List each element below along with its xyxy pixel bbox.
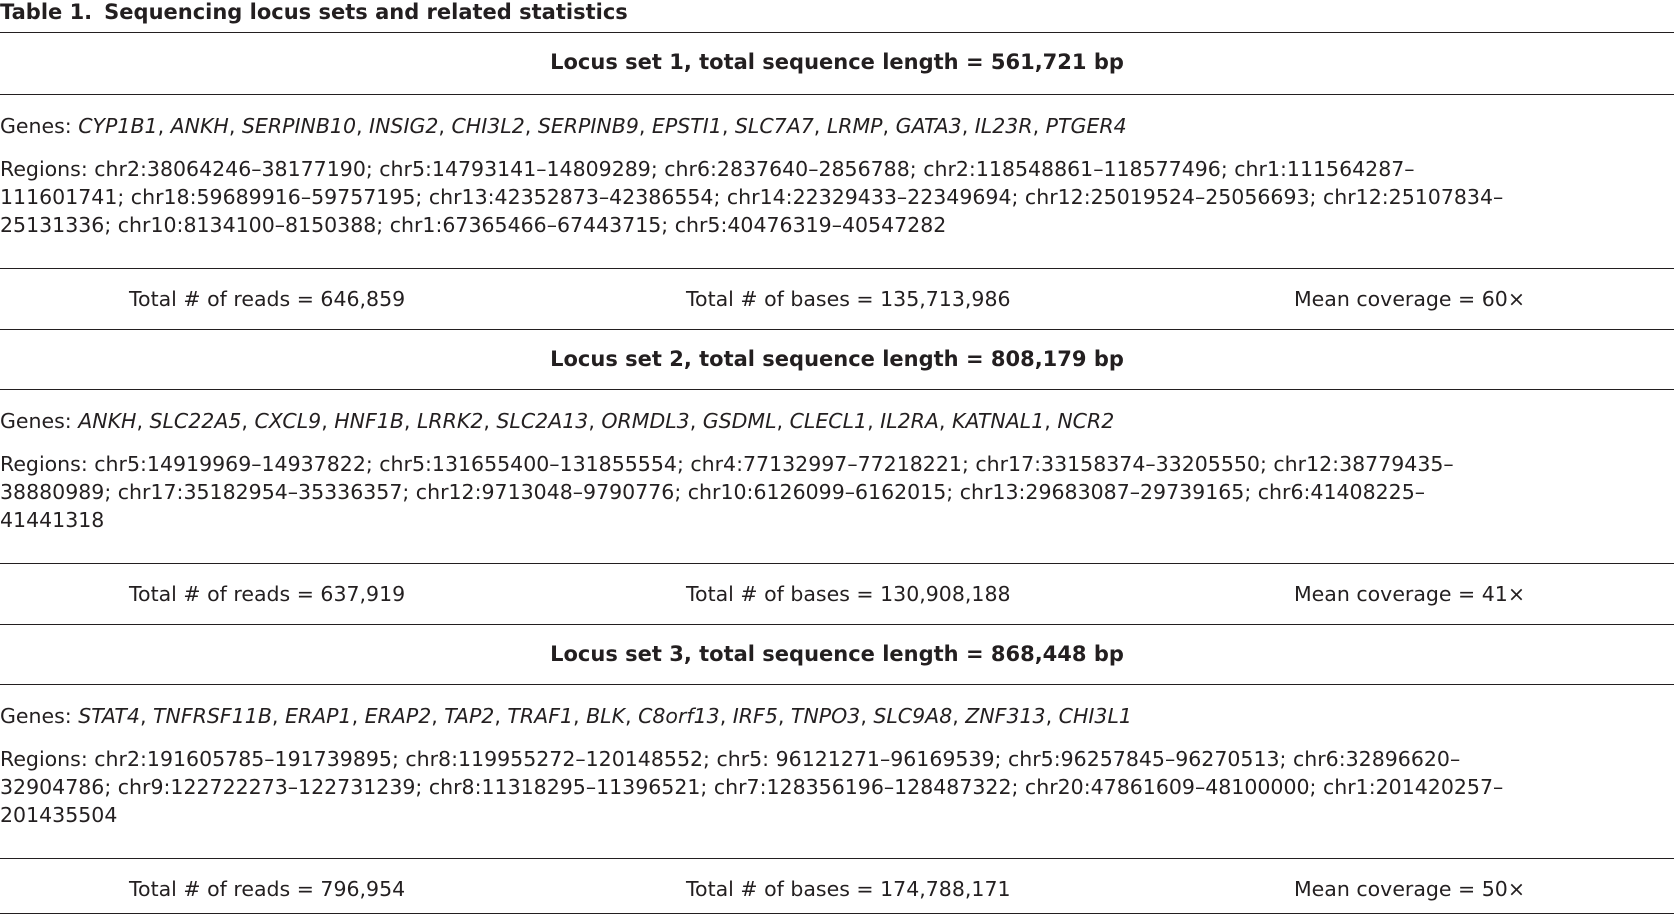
locus-set-2-regions [0,450,1660,534]
regions-line: 201435504 [0,803,118,827]
locus-set-1-genes: Genes: CYP1B1, ANKH, SERPINB10, INSIG2, CHI3L2, SERPINB9, EPSTI1, SLC7A7, LRMP, GATA3, IL23R, PTGER4 [0,114,1127,138]
gene-name: SLC9A8 [873,704,953,728]
genes-label: Genes: [0,114,79,138]
table-title: Sequencing locus sets and related statistics [104,0,628,24]
gene-name: LRMP [826,114,883,138]
locus-set-2-genes: Genes: ANKH, SLC22A5, CXCL9, HNF1B, LRRK2, SLC2A13, ORMDL3, GSDML, CLECL1, IL2RA, KATNAL1, NCR2 [0,409,1115,433]
top-rule [0,32,1674,33]
regions-line: 111601741; chr18:59689916–59757195; chr13:42352873–42386554; chr14:22329433–22349694; chr12:25019524–25056693; chr12:25107834– [0,185,1504,209]
gene-name: ERAP1 [284,704,352,728]
gene-name: STAT4 [78,704,140,728]
bottom-rule [0,913,1674,914]
regions-line: Regions: chr2:38064246–38177190; chr5:14793141–14809289; chr6:2837640–2856788; chr2:118548861–118577496; chr1:111564287– [0,157,1415,181]
rule [0,624,1674,625]
gene-name: IL2RA [880,409,939,433]
total-bases: Total # of bases = 135,713,986 [686,287,1011,311]
mean-coverage: Mean coverage = 60× [1294,287,1526,311]
gene-name: KATNAL1 [951,409,1045,433]
gene-name: PTGER4 [1045,114,1127,138]
gene-name: TNFRSF11B [153,704,272,728]
gene-name: SERPINB10 [241,114,356,138]
gene-name: EPSTI1 [651,114,722,138]
locus-set-3-regions [0,745,1660,829]
gene-name: HNF1B [334,409,404,433]
regions-line: Regions: chr5:14919969–14937822; chr5:131655400–131855554; chr4:77132997–77218221; chr17:33158374–33205550; chr12:38779435– [0,452,1454,476]
gene-name: INSIG2 [369,114,439,138]
gene-name: ANKH [170,114,229,138]
regions-line: 32904786; chr9:122722273–122731239; chr8:11318295–11396521; chr7:128356196–128487322; chr20:47861609–48100000; chr1:201420257– [0,775,1504,799]
gene-name: ZNF313 [965,704,1046,728]
gene-name: TRAF1 [507,704,574,728]
gene-name: ANKH [78,409,137,433]
gene-name: IRF5 [732,704,778,728]
rule [0,563,1674,564]
rule [0,389,1674,390]
gene-name: SERPINB9 [537,114,639,138]
gene-name: ORMDL3 [601,409,690,433]
rule [0,858,1674,859]
rule [0,94,1674,95]
locus-set-2-title: Locus set 2, total sequence length = 808,179 bp [550,347,1124,371]
gene-name: NCR2 [1057,409,1115,433]
regions-line: 25131336; chr10:8134100–8150388; chr1:67365466–67443715; chr5:40476319–40547282 [0,213,947,237]
mean-coverage: Mean coverage = 50× [1294,877,1526,901]
regions-line: 41441318 [0,508,105,532]
rule [0,268,1674,269]
gene-name: SLC2A13 [496,409,589,433]
locus-set-2-stats [0,580,1674,608]
gene-name: BLK [586,704,626,728]
gene-name: IL23R [974,114,1033,138]
gene-name: TNPO3 [790,704,861,728]
gene-name: SLC22A5 [149,409,242,433]
table-caption [0,0,628,28]
locus-set-1-regions [0,155,1660,239]
gene-name: GATA3 [895,114,962,138]
regions-line: Regions: chr2:191605785–191739895; chr8:119955272–120148552; chr5: 96121271–96169539; chr5:96257845–96270513; chr6:32896620– [0,747,1461,771]
gene-name: ERAP2 [364,704,432,728]
total-bases: Total # of bases = 130,908,188 [686,582,1011,606]
locus-set-3-title: Locus set 3, total sequence length = 868,448 bp [550,642,1124,666]
gene-name: C8orf13 [638,704,720,728]
gene-name: CLECL1 [789,409,868,433]
locus-set-1-stats [0,285,1674,313]
gene-name: CXCL9 [254,409,322,433]
gene-name: TAP2 [444,704,495,728]
genes-label: Genes: [0,409,79,433]
rule [0,329,1674,330]
mean-coverage: Mean coverage = 41× [1294,582,1526,606]
total-reads: Total # of reads = 646,859 [129,287,406,311]
locus-set-3-stats [0,875,1674,903]
locus-set-1-title: Locus set 1, total sequence length = 561,721 bp [550,50,1124,74]
locus-set-3-genes: Genes: STAT4, TNFRSF11B, ERAP1, ERAP2, TAP2, TRAF1, BLK, C8orf13, IRF5, TNPO3, SLC9A8, ZNF313, CHI3L1 [0,704,1132,728]
gene-name: LRRK2 [416,409,484,433]
gene-name: CYP1B1 [78,114,158,138]
gene-name: SLC7A7 [734,114,814,138]
genes-label: Genes: [0,704,79,728]
gene-name: CHI3L2 [451,114,525,138]
total-reads: Total # of reads = 796,954 [129,877,406,901]
regions-line: 38880989; chr17:35182954–35336357; chr12:9713048–9790776; chr10:6126099–6162015; chr13:29683087–29739165; chr6:41408225– [0,480,1425,504]
gene-name: GSDML [702,409,777,433]
table-label: Table 1. [0,0,93,24]
gene-name: CHI3L1 [1058,704,1132,728]
total-reads: Total # of reads = 637,919 [129,582,406,606]
rule [0,684,1674,685]
total-bases: Total # of bases = 174,788,171 [686,877,1011,901]
